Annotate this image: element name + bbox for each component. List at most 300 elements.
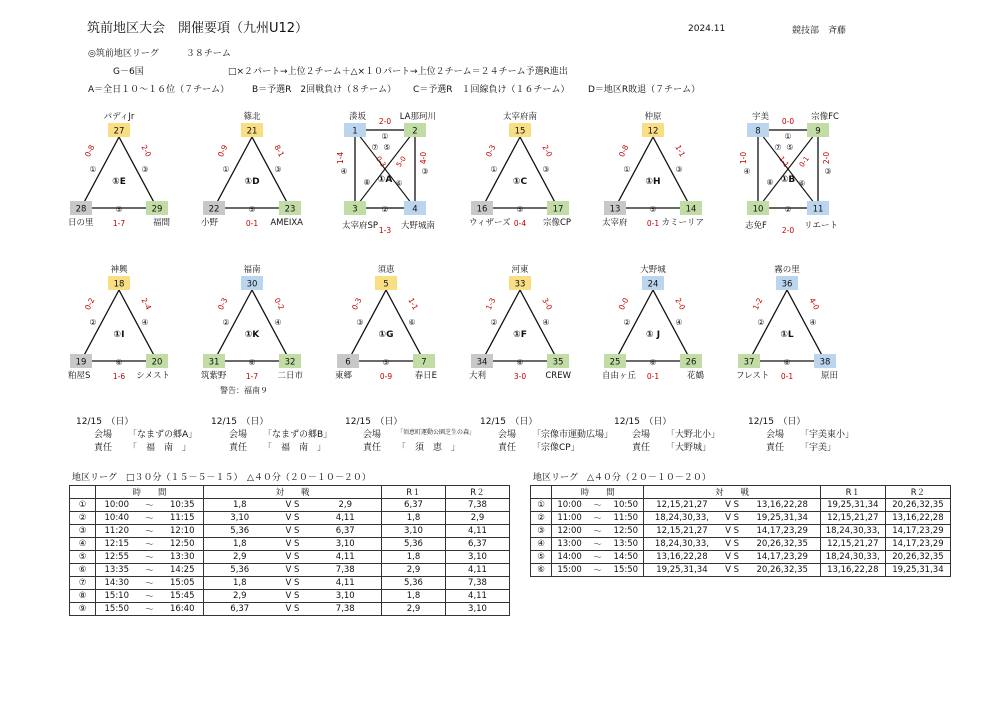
tri2-group-label: ①D bbox=[244, 177, 260, 187]
table-cell: 4,11 bbox=[310, 551, 382, 564]
table-cell: 15:45 bbox=[162, 590, 204, 603]
table-cell: 10:40 bbox=[96, 512, 138, 525]
table-row bbox=[70, 499, 510, 512]
tri9-right-number: 26 bbox=[685, 357, 697, 368]
table-cell: 6,37 bbox=[310, 525, 382, 538]
sq1-match-cross-a: ⑤ bbox=[383, 143, 391, 152]
tri1-left-name: 日の里 bbox=[68, 218, 94, 228]
tri4-left-name: 太宰府 bbox=[602, 218, 628, 228]
table-row bbox=[70, 564, 510, 577]
group-label: G－6国 bbox=[113, 67, 144, 77]
table-cell: 1,8 bbox=[204, 538, 276, 551]
tri5-score-bottom: 1-6 bbox=[112, 372, 126, 381]
table-cell: ～ bbox=[138, 525, 162, 538]
tri6-match-left: ② bbox=[222, 318, 230, 327]
sq2-match-diag-a: ⑦ bbox=[774, 143, 782, 152]
tri4-group-label: ①H bbox=[645, 177, 661, 187]
venue-4-date: 12/15 （日） bbox=[480, 417, 538, 427]
tri8-left-number: 34 bbox=[476, 357, 488, 368]
table-cell: 14,17,23,29 bbox=[745, 551, 821, 564]
table-cell: ② bbox=[531, 512, 552, 525]
table-cell: 13:30 bbox=[162, 551, 204, 564]
table-cell: 1,8 bbox=[382, 512, 446, 525]
table-cell: 14:25 bbox=[162, 564, 204, 577]
table-cell: 6,37 bbox=[382, 499, 446, 512]
sq2-score-right: 2-0 bbox=[822, 151, 831, 165]
tri5-score-right: 2-4 bbox=[139, 296, 154, 312]
table-row bbox=[70, 590, 510, 603]
tri8-top-number: 33 bbox=[514, 279, 526, 290]
venue-1-resp: 「 福 南 」 bbox=[128, 443, 192, 453]
sq1-tr-number: 2 bbox=[412, 126, 418, 137]
table-cell: 3,10 bbox=[382, 525, 446, 538]
table-cell: ③ bbox=[531, 525, 552, 538]
table-cell: 12,15,21,27 bbox=[820, 538, 885, 551]
venue-4-resp: 「宗像CP」 bbox=[532, 443, 580, 453]
table-cell: ⑥ bbox=[70, 564, 96, 577]
tri9-right-name: 花鶴 bbox=[686, 371, 704, 381]
document-date: 2024.11 bbox=[688, 24, 726, 34]
table-cell: V S bbox=[719, 525, 744, 538]
table-cell: 18,24,30,33, bbox=[644, 512, 720, 525]
table-row bbox=[531, 512, 951, 525]
sq1-score-top: 2-0 bbox=[378, 117, 392, 126]
tri8-group-label: ①F bbox=[513, 330, 527, 340]
sq1-match-right: ③ bbox=[421, 167, 429, 176]
tri10-left-number: 37 bbox=[743, 357, 755, 368]
table-header-cell: R２ bbox=[885, 486, 950, 499]
table-cell: 1,8 bbox=[382, 551, 446, 564]
table-cell: 2,9 bbox=[446, 512, 510, 525]
tri1-top-name: パディJr bbox=[103, 112, 135, 122]
tri6-score-left: 0-3 bbox=[216, 296, 230, 312]
table-cell: 4,11 bbox=[446, 564, 510, 577]
table-cell: 2,9 bbox=[310, 499, 382, 512]
table-cell: 20,26,32,35 bbox=[745, 538, 821, 551]
table-cell: 4,11 bbox=[310, 512, 382, 525]
table-cell: 7,38 bbox=[310, 564, 382, 577]
table-cell: 1,8 bbox=[204, 577, 276, 590]
tri8-right-name: CREW bbox=[545, 371, 571, 381]
table-cell: 19,25,31,34 bbox=[745, 512, 821, 525]
table-cell: 13,16,22,28 bbox=[885, 512, 950, 525]
sq2-bl-number: 10 bbox=[752, 204, 764, 215]
tri8-score-bottom: 3-0 bbox=[513, 372, 527, 381]
sq2-score-diag-a: 1-1 bbox=[777, 154, 791, 169]
table-cell: 2,9 bbox=[382, 603, 446, 616]
table-header-row bbox=[531, 486, 951, 499]
venue-4-label: 会場 bbox=[498, 430, 517, 440]
tri6-score-right: 0-2 bbox=[272, 296, 287, 312]
table-cell: ④ bbox=[70, 538, 96, 551]
table-cell: ② bbox=[70, 512, 96, 525]
table-cell: 15:00 bbox=[552, 564, 588, 577]
table-cell: 11:20 bbox=[96, 525, 138, 538]
venue-4-name: 「宗像市運動広場」 bbox=[532, 430, 614, 440]
table-cell: 12:00 bbox=[552, 525, 588, 538]
table-cell: 13,16,22,28 bbox=[644, 551, 720, 564]
tri6-match-right: ④ bbox=[274, 318, 282, 327]
table-cell: ① bbox=[70, 499, 96, 512]
table-cell: V S bbox=[276, 577, 310, 590]
table-cell: 1,8 bbox=[382, 590, 446, 603]
tri10-group-label: ①L bbox=[780, 330, 794, 340]
tri3-right-number: 17 bbox=[552, 204, 564, 215]
table-header-cell: R２ bbox=[446, 486, 510, 499]
tri10-score-left: 1-2 bbox=[751, 296, 765, 312]
sq2-bl-name: 志免F bbox=[745, 221, 767, 231]
table-row bbox=[531, 564, 951, 577]
table-cell: ⑦ bbox=[70, 577, 96, 590]
table-cell: 2,9 bbox=[204, 551, 276, 564]
table-row bbox=[70, 512, 510, 525]
tri9-top-number: 24 bbox=[647, 279, 659, 290]
table-cell: ～ bbox=[587, 499, 608, 512]
tri2-score-bottom: 0-1 bbox=[245, 219, 259, 228]
sq2-match-top: ① bbox=[784, 132, 792, 141]
tri10-match-right: ④ bbox=[809, 318, 817, 327]
tri3-score-left: 0-3 bbox=[484, 143, 498, 159]
venue-2-resp: 「 福 南 」 bbox=[263, 443, 327, 453]
sq1-group-label: ①A bbox=[377, 175, 393, 185]
table-cell: 12:50 bbox=[608, 525, 644, 538]
table-cell: 1,8 bbox=[204, 499, 276, 512]
tri5-group-label: ①I bbox=[113, 330, 125, 340]
sq1-tl-name: 湊坂 bbox=[349, 112, 367, 122]
table-cell: 12,15,21,27 bbox=[644, 499, 720, 512]
tri10-score-right: 4-0 bbox=[807, 296, 822, 312]
tri5-top-name: 神興 bbox=[110, 265, 128, 275]
table-cell: 12:55 bbox=[96, 551, 138, 564]
sq2-match-cross-b: ⑥ bbox=[798, 179, 806, 188]
tri7-left-number: 6 bbox=[345, 357, 351, 368]
sq1-score-diag-b: 5-0 bbox=[394, 154, 408, 169]
table-row bbox=[531, 551, 951, 564]
table-cell: 5,36 bbox=[382, 538, 446, 551]
tri10-top-number: 36 bbox=[781, 279, 793, 290]
sq1-score-bottom: 1-3 bbox=[378, 226, 392, 235]
legend-c: C＝予選R １回線負け（１６チーム） bbox=[413, 85, 570, 95]
sq2-match-diag-b: ⑧ bbox=[766, 178, 774, 187]
table-cell: V S bbox=[719, 551, 744, 564]
tri3-match-left: ① bbox=[490, 165, 498, 174]
legend-a: A＝全日１０～１６位（７チーム） bbox=[88, 85, 230, 95]
sq1-bl-name: 太宰府SP bbox=[342, 221, 379, 231]
tri2-left-number: 22 bbox=[208, 204, 220, 215]
tri1-right-name: 福間 bbox=[152, 218, 170, 228]
table-cell: 13,16,22,28 bbox=[820, 564, 885, 577]
tri6-note: 警告：福南９ bbox=[220, 386, 268, 395]
venue-6-label: 会場 bbox=[766, 430, 785, 440]
table-cell: 20,26,32,35 bbox=[745, 564, 821, 577]
tri4-right-number: 14 bbox=[685, 204, 697, 215]
tri3-match-bottom: ⑤ bbox=[516, 205, 524, 214]
table-cell: V S bbox=[276, 564, 310, 577]
table-cell: V S bbox=[276, 525, 310, 538]
tri5-score-left: 0-2 bbox=[83, 296, 97, 312]
tri8-match-left: ② bbox=[490, 318, 498, 327]
tri10-right-name: 原田 bbox=[820, 371, 838, 381]
tri5-top-number: 18 bbox=[113, 279, 125, 290]
tri4-left-number: 13 bbox=[609, 204, 621, 215]
table-cell: 15:05 bbox=[162, 577, 204, 590]
table-cell: 19,25,31,34 bbox=[820, 499, 885, 512]
sq1-score-right: 4-0 bbox=[419, 151, 428, 165]
table-cell: 7,38 bbox=[446, 577, 510, 590]
table-header-cell: 時 間 bbox=[96, 486, 204, 499]
venue-1-label: 会場 bbox=[94, 430, 113, 440]
table-cell: V S bbox=[719, 512, 744, 525]
sq2-br-number: 11 bbox=[812, 204, 824, 215]
tri4-score-right: 1-1 bbox=[673, 143, 688, 159]
table-cell: 7,38 bbox=[310, 603, 382, 616]
sq1-match-left: ④ bbox=[340, 167, 348, 176]
table-cell: ～ bbox=[587, 512, 608, 525]
tri3-left-name: ウィザーズ bbox=[469, 218, 511, 228]
venue-6-date: 12/15 （日） bbox=[748, 417, 806, 427]
schedule-right-table bbox=[530, 485, 951, 577]
tri7-top-number: 5 bbox=[383, 279, 389, 290]
table-cell: 3,10 bbox=[446, 551, 510, 564]
tri7-right-number: 7 bbox=[421, 357, 427, 368]
venue-6-resp: 「宇美」 bbox=[800, 443, 837, 453]
sq2-match-cross-a: ⑤ bbox=[786, 143, 794, 152]
table-cell: ③ bbox=[70, 525, 96, 538]
table-cell: 3,10 bbox=[310, 538, 382, 551]
tri1-match-right: ③ bbox=[141, 165, 149, 174]
table-cell: ～ bbox=[138, 551, 162, 564]
tri8-top-name: 河東 bbox=[511, 265, 529, 275]
table-cell: ⑨ bbox=[70, 603, 96, 616]
venue-3-resp-label: 責任 bbox=[363, 443, 382, 453]
venue-6-resp-label: 責任 bbox=[766, 443, 785, 453]
tri7-top-name: 須恵 bbox=[377, 265, 395, 275]
table-cell: V S bbox=[276, 590, 310, 603]
table-cell: 13,16,22,28 bbox=[745, 499, 821, 512]
tri5-match-left: ② bbox=[89, 318, 97, 327]
table-cell: ～ bbox=[138, 538, 162, 551]
table-cell: 10:35 bbox=[162, 499, 204, 512]
table-cell: 6,37 bbox=[446, 538, 510, 551]
venue-3-name: 「須恵町運動公園芝生の森」 bbox=[397, 429, 476, 436]
tri1-top-number: 27 bbox=[113, 126, 125, 137]
tri5-right-name: シメスト bbox=[136, 371, 170, 381]
tri3-right-name: 宗像CP bbox=[542, 218, 571, 228]
tri5-match-bottom: ⑥ bbox=[115, 358, 123, 367]
table-cell: 5,36 bbox=[382, 577, 446, 590]
table-header-cell bbox=[70, 486, 96, 499]
venue-3-resp: 「 須 恵 」 bbox=[397, 443, 461, 453]
table-cell: 18,24,30,33, bbox=[820, 525, 885, 538]
sq2-br-name: リエート bbox=[804, 221, 838, 231]
table-row bbox=[70, 603, 510, 616]
tri7-right-name: 春日E bbox=[414, 371, 437, 381]
table-row bbox=[70, 525, 510, 538]
schedule-left-table bbox=[69, 485, 510, 616]
tri4-score-left: 0-8 bbox=[617, 143, 631, 159]
table-cell: 14,17,23,29 bbox=[885, 525, 950, 538]
sq1-tl-number: 1 bbox=[352, 126, 358, 137]
sq1-bl-number: 3 bbox=[352, 204, 358, 215]
sq1-br-number: 4 bbox=[412, 204, 418, 215]
tri6-right-number: 32 bbox=[284, 357, 296, 368]
tri2-top-name: 篠北 bbox=[243, 112, 261, 122]
tri6-left-number: 31 bbox=[208, 357, 220, 368]
tri8-right-number: 35 bbox=[552, 357, 564, 368]
table-cell: 13:35 bbox=[96, 564, 138, 577]
tri2-score-right: 8-1 bbox=[272, 143, 287, 159]
table-cell: 14,17,23,29 bbox=[885, 538, 950, 551]
tri4-score-bottom: 0-1 bbox=[646, 219, 660, 228]
tri7-match-left: ③ bbox=[356, 318, 364, 327]
table-row bbox=[70, 538, 510, 551]
legend-b: B＝予選R 2回戦負け（８チーム） bbox=[252, 85, 397, 95]
sq1-match-cross-b: ⑥ bbox=[395, 179, 403, 188]
venue-2-date: 12/15 （日） bbox=[211, 417, 269, 427]
venue-3-date: 12/15 （日） bbox=[345, 417, 403, 427]
table-cell: ～ bbox=[138, 499, 162, 512]
tri9-left-number: 25 bbox=[609, 357, 621, 368]
tri1-match-left: ① bbox=[89, 165, 97, 174]
tri2-score-left: 0-9 bbox=[216, 143, 230, 159]
tri5-left-name: 粕屋S bbox=[68, 371, 91, 381]
tri4-right-name: カミーリア bbox=[661, 218, 704, 228]
document-title: 筑前地区大会 開催要項（九州U12） bbox=[87, 21, 309, 36]
sq2-score-top: 0-0 bbox=[781, 117, 795, 126]
sq2-group-label: ①B bbox=[780, 175, 796, 185]
table-cell: ～ bbox=[587, 538, 608, 551]
table-cell: 5,36 bbox=[204, 525, 276, 538]
tri6-group-label: ①K bbox=[244, 330, 260, 340]
tri6-top-name: 福南 bbox=[243, 265, 261, 275]
table-cell: V S bbox=[276, 551, 310, 564]
table-cell: 3,10 bbox=[310, 590, 382, 603]
tri4-top-number: 12 bbox=[647, 126, 659, 137]
table-cell: 20,26,32,35 bbox=[885, 499, 950, 512]
table-header-cell: R１ bbox=[382, 486, 446, 499]
table-header-cell: 対 戦 bbox=[644, 486, 820, 499]
tri4-match-right: ③ bbox=[675, 165, 683, 174]
table-cell: 12:10 bbox=[162, 525, 204, 538]
table-cell: V S bbox=[276, 512, 310, 525]
tri3-match-right: ③ bbox=[542, 165, 550, 174]
tri8-score-right: 3-0 bbox=[540, 296, 555, 312]
tri10-match-left: ② bbox=[757, 318, 765, 327]
tri4-top-name: 仲原 bbox=[644, 112, 662, 122]
tri6-left-name: 筑紫野 bbox=[201, 371, 227, 381]
sq1-match-diag-a: ⑦ bbox=[371, 143, 379, 152]
sq1-br-name: 大野城南 bbox=[400, 221, 435, 231]
tri2-right-number: 23 bbox=[284, 204, 296, 215]
tri8-match-bottom: ⑥ bbox=[516, 358, 524, 367]
table-cell: 4,11 bbox=[446, 590, 510, 603]
table-cell: 11:00 bbox=[552, 512, 588, 525]
table-cell: 11:50 bbox=[608, 512, 644, 525]
table-header-row bbox=[70, 486, 510, 499]
table-cell: 4,11 bbox=[310, 577, 382, 590]
tri2-match-right: ③ bbox=[274, 165, 282, 174]
venue-5-name: 「大野北小」 bbox=[666, 430, 721, 440]
tri1-right-number: 29 bbox=[151, 204, 163, 215]
venue-2-label: 会場 bbox=[229, 430, 248, 440]
tri10-score-bottom: 0-1 bbox=[780, 372, 794, 381]
tri1-left-number: 28 bbox=[75, 204, 87, 215]
table-cell: ～ bbox=[138, 590, 162, 603]
tri9-score-bottom: 0-1 bbox=[646, 372, 660, 381]
table-cell: 12,15,21,27 bbox=[820, 512, 885, 525]
sq1-match-diag-b: ⑧ bbox=[363, 178, 371, 187]
table-cell: 18,24,30,33, bbox=[644, 538, 720, 551]
table-cell: 10:00 bbox=[552, 499, 588, 512]
advancement-format: □×２パート→上位２チーム＋△×１０パート→上位２チーム＝２４チーム予選R進出 bbox=[228, 67, 568, 77]
table-cell: ⑧ bbox=[70, 590, 96, 603]
sq1-match-bottom: ② bbox=[381, 205, 389, 214]
tri8-score-left: 1-3 bbox=[484, 296, 498, 312]
table-cell: V S bbox=[719, 499, 744, 512]
sq2-tr-number: 9 bbox=[815, 126, 821, 137]
sq1-score-diag-a: 0-3 bbox=[374, 154, 388, 169]
tri2-top-number: 21 bbox=[246, 126, 258, 137]
tri1-match-bottom: ⑤ bbox=[115, 205, 123, 214]
table-cell: 15:50 bbox=[96, 603, 138, 616]
tri7-score-bottom: 0-9 bbox=[379, 372, 393, 381]
tri8-match-right: ④ bbox=[542, 318, 550, 327]
sq2-tr-name: 宗像FC bbox=[811, 112, 839, 122]
table-cell: 11:15 bbox=[162, 512, 204, 525]
tri7-score-right: 1-1 bbox=[406, 296, 421, 312]
table-cell: ～ bbox=[138, 512, 162, 525]
table-cell: 15:10 bbox=[96, 590, 138, 603]
table-cell: 5,36 bbox=[204, 564, 276, 577]
tri10-top-name: 霧の里 bbox=[774, 265, 800, 275]
table-cell: 14,17,23,29 bbox=[745, 525, 821, 538]
tri4-match-left: ① bbox=[623, 165, 631, 174]
sq2-score-bottom: 2-0 bbox=[781, 226, 795, 235]
tri10-match-bottom: ⑥ bbox=[783, 358, 791, 367]
venue-4-resp-label: 責任 bbox=[498, 443, 517, 453]
table-cell: ⑤ bbox=[531, 551, 552, 564]
table-cell: 13:00 bbox=[552, 538, 588, 551]
tri3-score-bottom: 0-4 bbox=[513, 219, 527, 228]
table-cell: V S bbox=[276, 603, 310, 616]
tri6-right-name: 二日市 bbox=[277, 371, 303, 381]
tri3-group-label: ①C bbox=[512, 177, 528, 187]
table-cell: ～ bbox=[138, 577, 162, 590]
tri9-match-right: ④ bbox=[675, 318, 683, 327]
tri5-right-number: 20 bbox=[151, 357, 163, 368]
venue-5-label: 会場 bbox=[632, 430, 651, 440]
tri1-score-bottom: 1-7 bbox=[112, 219, 126, 228]
tri9-match-left: ② bbox=[623, 318, 631, 327]
department-author: 競技部 斉藤 bbox=[792, 26, 847, 36]
table-row bbox=[70, 577, 510, 590]
tri10-right-number: 38 bbox=[819, 357, 831, 368]
table-cell: 12:50 bbox=[162, 538, 204, 551]
venue-5-date: 12/15 （日） bbox=[614, 417, 672, 427]
sq1-tr-name: LA那珂川 bbox=[399, 112, 436, 122]
sq1-score-left: 1-4 bbox=[336, 151, 345, 165]
table-cell: 12:15 bbox=[96, 538, 138, 551]
table-header-cell: R１ bbox=[820, 486, 885, 499]
schedule-right-title: 地区リーグ △４０分（２０－１０－２０） bbox=[533, 473, 711, 483]
tri6-top-number: 30 bbox=[246, 279, 258, 290]
venue-1-resp-label: 責任 bbox=[94, 443, 113, 453]
table-row bbox=[531, 499, 951, 512]
table-cell: 7,38 bbox=[446, 499, 510, 512]
table-cell: 20,26,32,35 bbox=[885, 551, 950, 564]
table-header-cell: 対 戦 bbox=[204, 486, 382, 499]
sq2-score-diag-b: 0-1 bbox=[797, 154, 811, 169]
